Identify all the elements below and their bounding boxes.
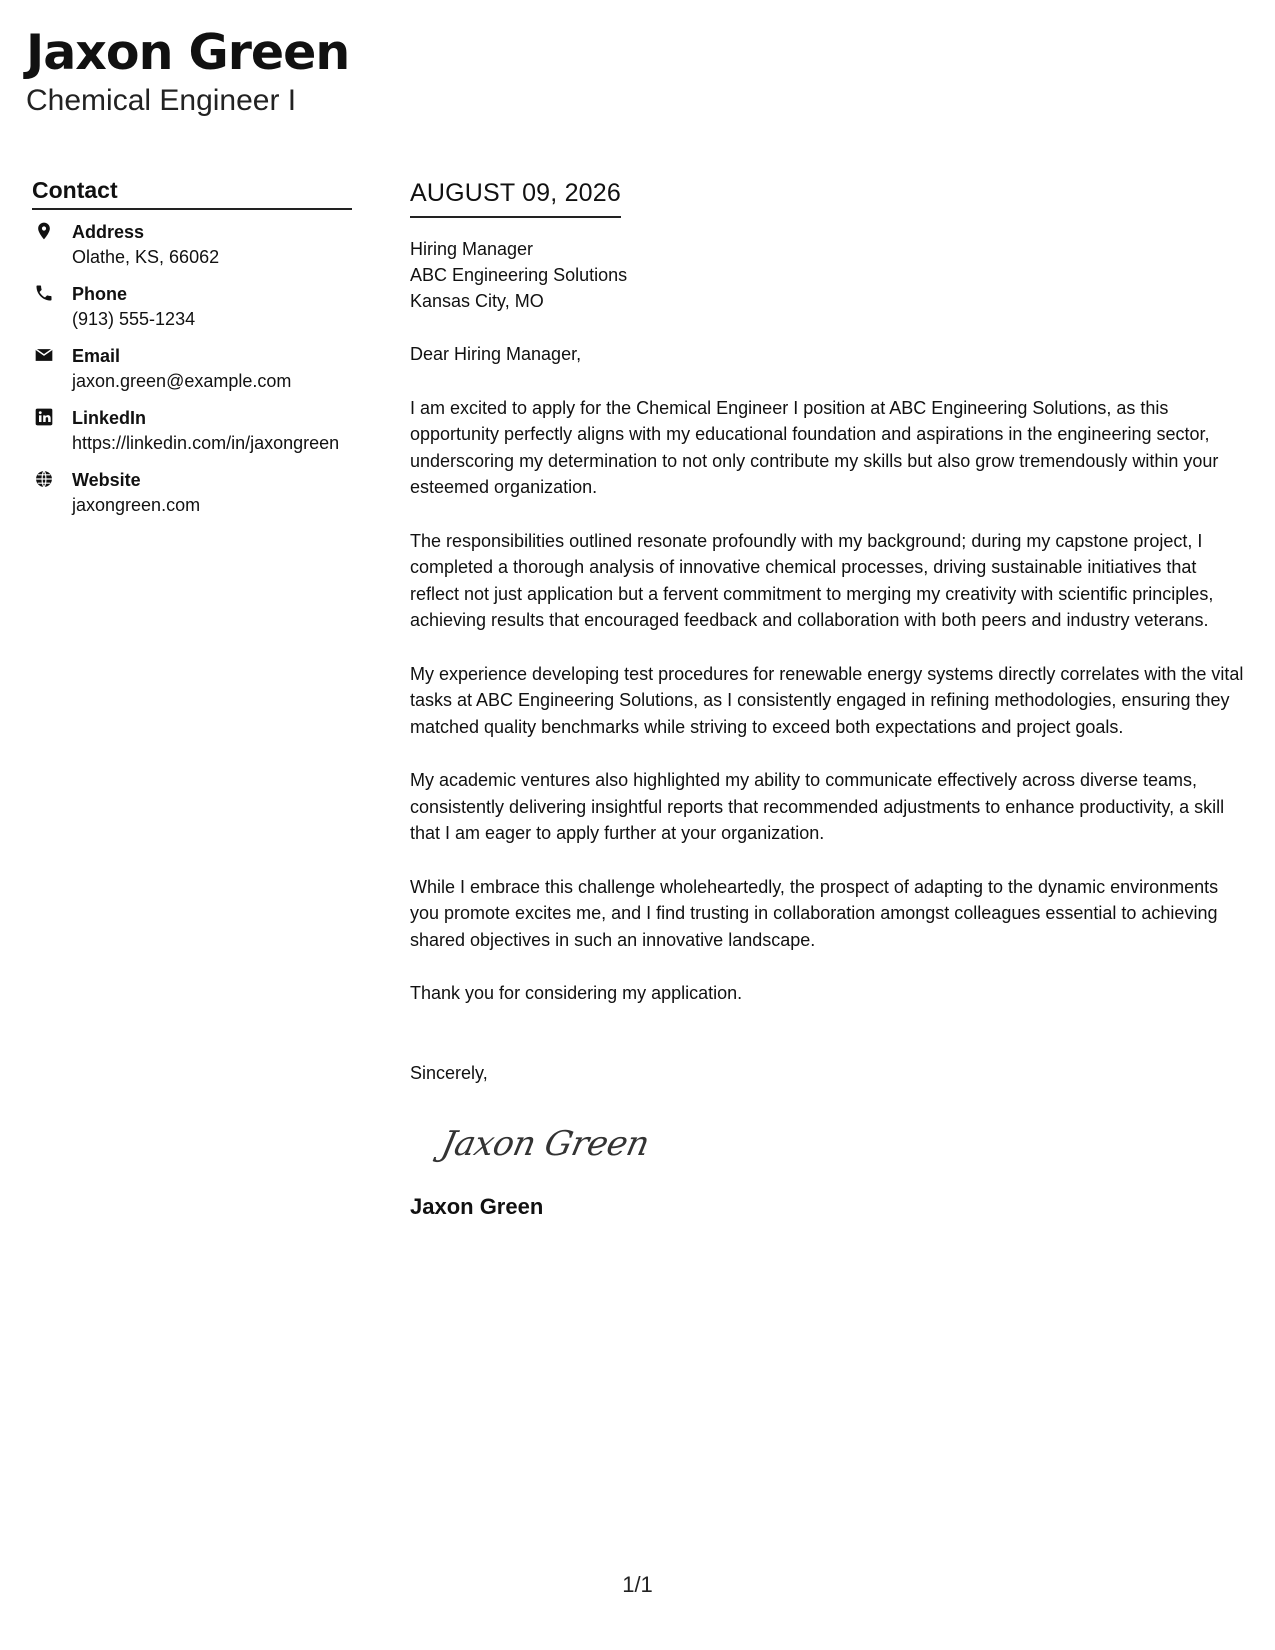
- letter-paragraph: I am excited to apply for the Chemical Engineer I position at ABC Engineering Solutions, as this opportunity perfectly aligns with my educational foundation and aspirations in the engineering sector, underscoring my determination to not only contribute my skills but also grow tremendously within your esteemed organization.: [410, 397, 1219, 497]
- envelope-icon: [34, 344, 58, 368]
- handwritten-signature: Jaxon Green: [437, 1123, 653, 1164]
- contact-phone: [32, 282, 352, 332]
- linkedin-icon: [34, 406, 58, 430]
- phone-value: (913) 555-1234: [72, 309, 196, 329]
- website-value[interactable]: jaxongreen.com: [72, 495, 201, 515]
- letter-paragraph: My academic ventures also highlighted my ability to communicate effectively across diverse teams, consistently delivering insightful reports that recommended adjustments to enhance productivity, a skill that I am eager to apply further at your organization.: [410, 770, 1225, 843]
- letter-date: AUGUST 09, 2026: [410, 176, 621, 218]
- letter-paragraph: While I embrace this challenge wholeheartedly, the prospect of adapting to the dynamic environments you promote excites me, and I find trusting in collaboration amongst colleagues essential to achieving shared objectives in such an innovative landscape.: [410, 876, 1219, 950]
- contact-website: [32, 468, 352, 518]
- email-value[interactable]: jaxon.green@example.com: [72, 371, 292, 391]
- resume-header: [26, 22, 349, 118]
- cover-letter: [410, 176, 1250, 1220]
- contact-address: [32, 220, 352, 270]
- contact-linkedin: [32, 406, 352, 456]
- letter-paragraph: The responsibilities outlined resonate profoundly with my background; during my capstone project, I completed a thorough analysis of innovative chemical processes, driving sustainable initiatives that reflect not just application but a fervent commitment to merging my creativity with scientific principles, achieving results that encouraged feedback and collaboration with both peers and industry veterans.: [410, 530, 1214, 630]
- linkedin-label: LinkedIn: [72, 408, 147, 428]
- phone-icon: [34, 282, 58, 306]
- letter-paragraph: Thank you for considering my application.: [410, 983, 743, 1003]
- contact-heading: Contact: [32, 174, 352, 210]
- page-number: 1/1: [622, 1572, 653, 1597]
- salutation: Dear Hiring Manager,: [410, 344, 582, 364]
- website-label: Website: [72, 470, 141, 490]
- letter-paragraph: My experience developing test procedures for renewable energy systems directly correlates with the vital tasks at ABC Engineering Solutions, as I consistently engaged in refining methodologies, ensuring they matched quality benchmarks while striving to exceed both expectations and project goals.: [410, 663, 1244, 737]
- applicant-role: Chemical Engineer I: [26, 84, 297, 117]
- address-value: Olathe, KS, 66062: [72, 247, 220, 267]
- signer-name: Jaxon Green: [410, 1193, 544, 1219]
- recipient-company: ABC Engineering Solutions: [410, 265, 628, 285]
- contact-sidebar: [32, 174, 352, 530]
- recipient-location: Kansas City, MO: [410, 291, 544, 311]
- phone-label: Phone: [72, 284, 128, 304]
- email-label: Email: [72, 346, 121, 366]
- linkedin-value[interactable]: https://linkedin.com/in/jaxongreen: [72, 433, 340, 453]
- location-pin-icon: [34, 220, 58, 244]
- applicant-name: Jaxon Green: [26, 24, 350, 81]
- contact-email: [32, 344, 352, 394]
- letter-body: [410, 341, 1250, 1007]
- globe-icon: [34, 468, 58, 492]
- closing: Sincerely,: [410, 1062, 488, 1083]
- recipient-block: [410, 236, 1250, 314]
- address-label: Address: [72, 222, 145, 242]
- recipient-title: Hiring Manager: [410, 239, 534, 259]
